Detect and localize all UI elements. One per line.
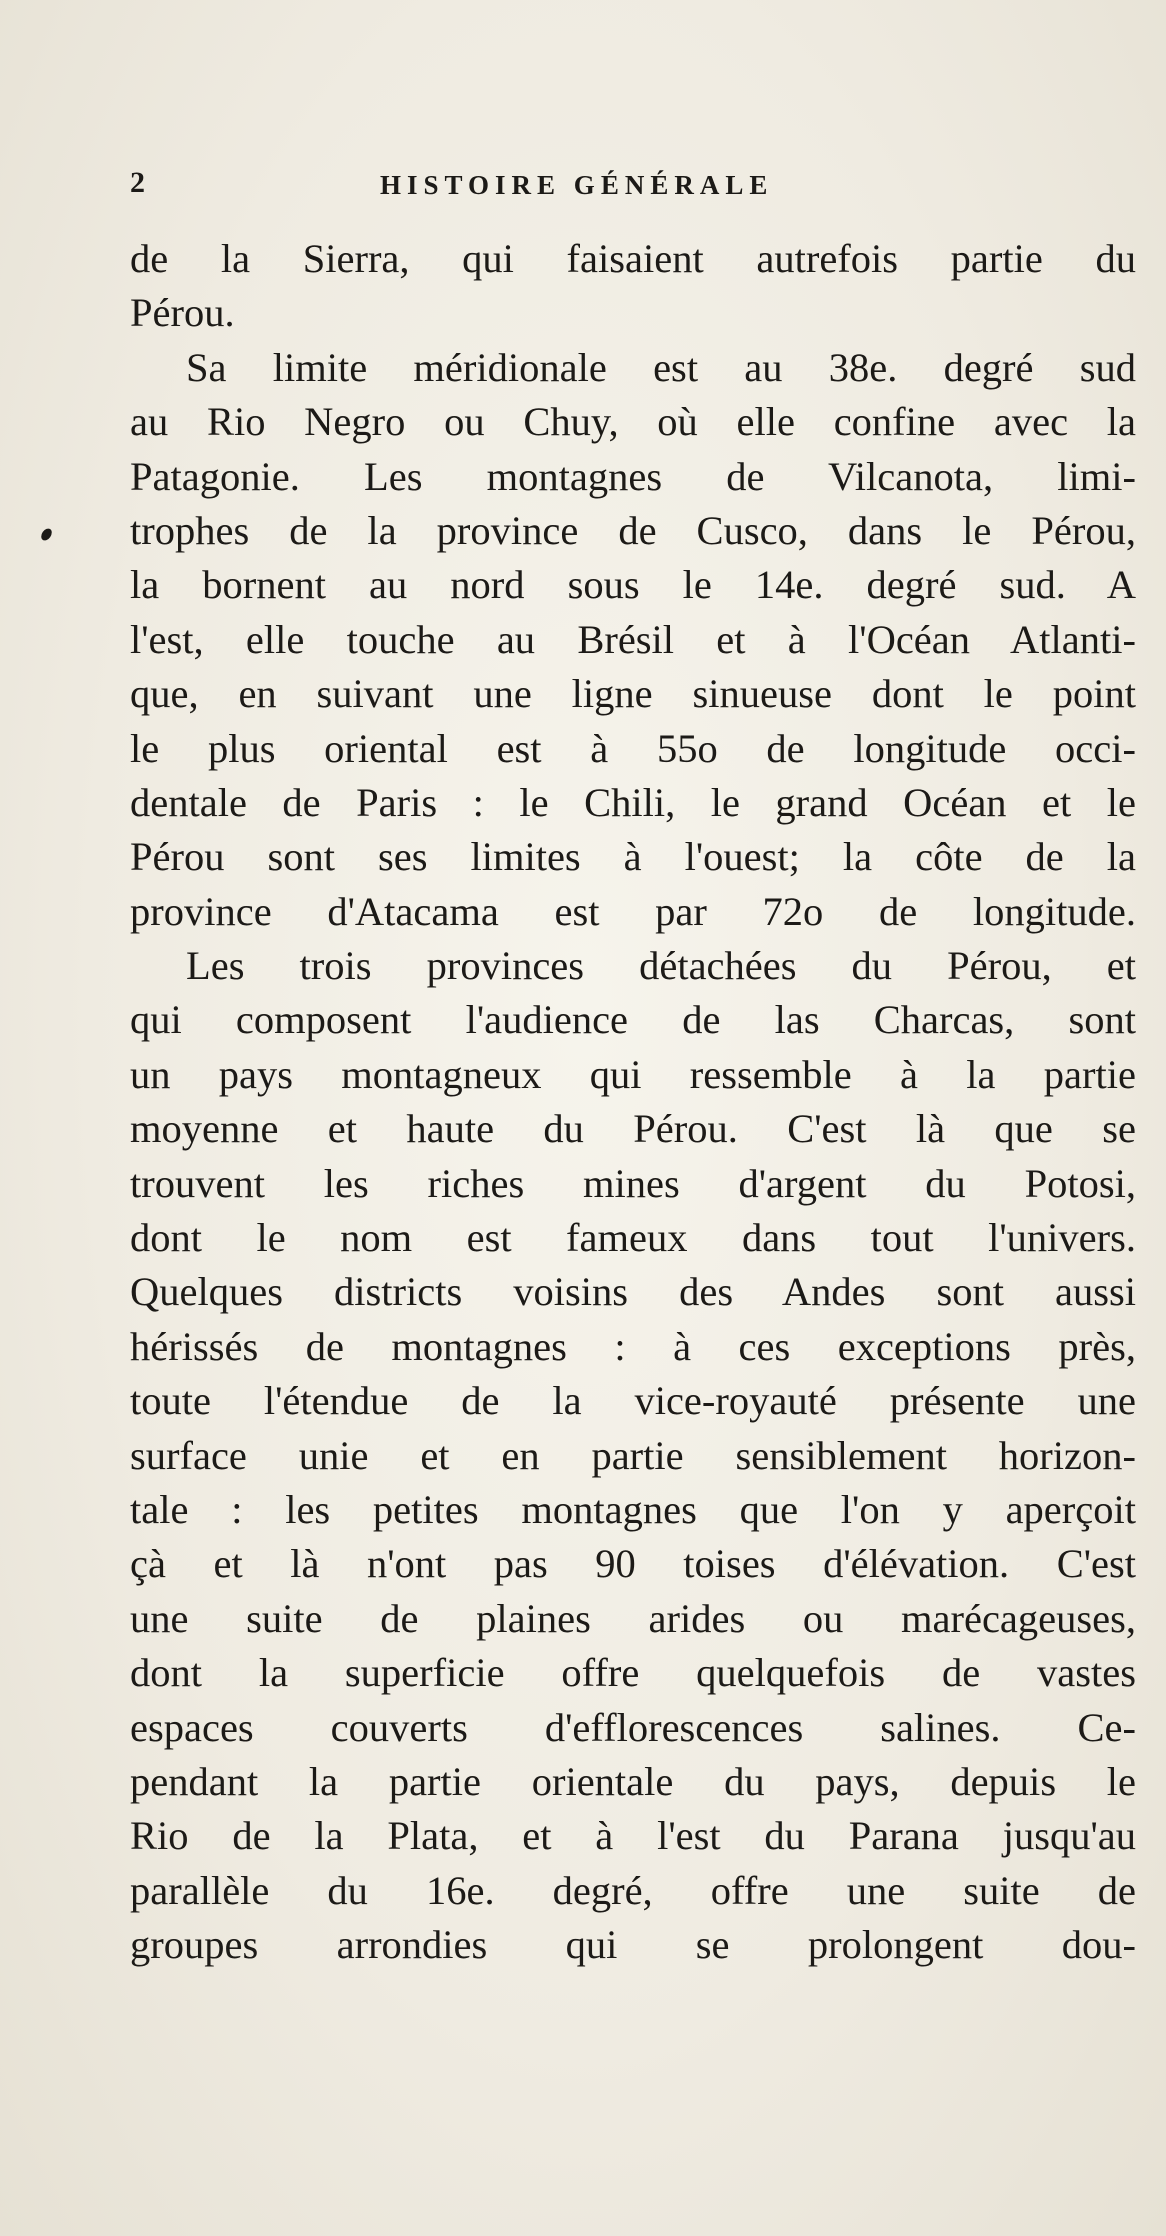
text-line: çà et là n'ont pas 90 toises d'élévation. C'est [130, 1541, 1136, 1587]
text-line: hérissés de montagnes : à ces exceptions près, [130, 1323, 1136, 1369]
text-line: dont le nom est fameux dans tout l'univers. [130, 1215, 1136, 1261]
text-line: dont la superficie offre quelquefois de vastes [130, 1650, 1136, 1696]
page-header [130, 166, 900, 216]
text-line: toute l'étendue de la vice-royauté présente une [130, 1378, 1136, 1424]
text-line: que, en suivant une ligne sinueuse dont le point [130, 671, 1136, 717]
text-line: surface unie et en partie sensiblement horizon- [130, 1432, 1136, 1478]
text-line: province d'Atacama est par 72o de longitude. [130, 888, 1136, 934]
text-line: Pérou sont ses limites à l'ouest; la côte de la [130, 834, 1136, 880]
text-line: Rio de la Plata, et à l'est du Parana jusqu'au [130, 1813, 1136, 1859]
body-text [130, 232, 1136, 1973]
text-line: Patagonie. Les montagnes de Vilcanota, limi- [130, 453, 1136, 499]
ink-mark [39, 527, 54, 543]
text-line: groupes arrondies qui se prolongent dou- [130, 1922, 1136, 1968]
text-line: trophes de la province de Cusco, dans le Pérou, [130, 507, 1136, 553]
text-line: Quelques districts voisins des Andes sont aussi [130, 1269, 1136, 1315]
text-line: Sa limite méridionale est au 38e. degré sud [186, 344, 1136, 390]
text-line: moyenne et haute du Pérou. C'est là que se [130, 1106, 1136, 1152]
text-line: de la Sierra, qui faisaient autrefois partie du [130, 236, 1136, 281]
text-line: espaces couverts d'efflorescences salines. Ce- [130, 1704, 1136, 1750]
text-line: parallèle du 16e. degré, offre une suite de [130, 1867, 1136, 1913]
text-line: Les trois provinces détachées du Pérou, et [186, 943, 1136, 989]
page-number: 2 [130, 166, 146, 199]
running-head: HISTOIRE GÉNÉRALE [380, 170, 774, 200]
text-line: Pérou. [130, 290, 235, 336]
text-line: l'est, elle touche au Brésil et à l'Océan Atlanti- [130, 616, 1136, 662]
text-line: trouvent les riches mines d'argent du Potosi, [130, 1160, 1136, 1206]
text-line: au Rio Negro ou Chuy, où elle confine avec la [130, 399, 1136, 445]
text-line: la bornent au nord sous le 14e. degré sud. A [130, 562, 1136, 608]
text-line: tale : les petites montagnes que l'on y aperçoit [130, 1486, 1136, 1532]
text-line: qui composent l'audience de las Charcas, sont [130, 997, 1136, 1043]
text-line: dentale de Paris : le Chili, le grand Océan et le [130, 779, 1136, 825]
text-line: le plus oriental est à 55o de longitude occi- [130, 725, 1136, 771]
text-line: une suite de plaines arides ou marécageuses, [130, 1595, 1136, 1641]
text-line: un pays montagneux qui ressemble à la partie [130, 1051, 1136, 1097]
text-line: pendant la partie orientale du pays, depuis le [130, 1758, 1136, 1804]
